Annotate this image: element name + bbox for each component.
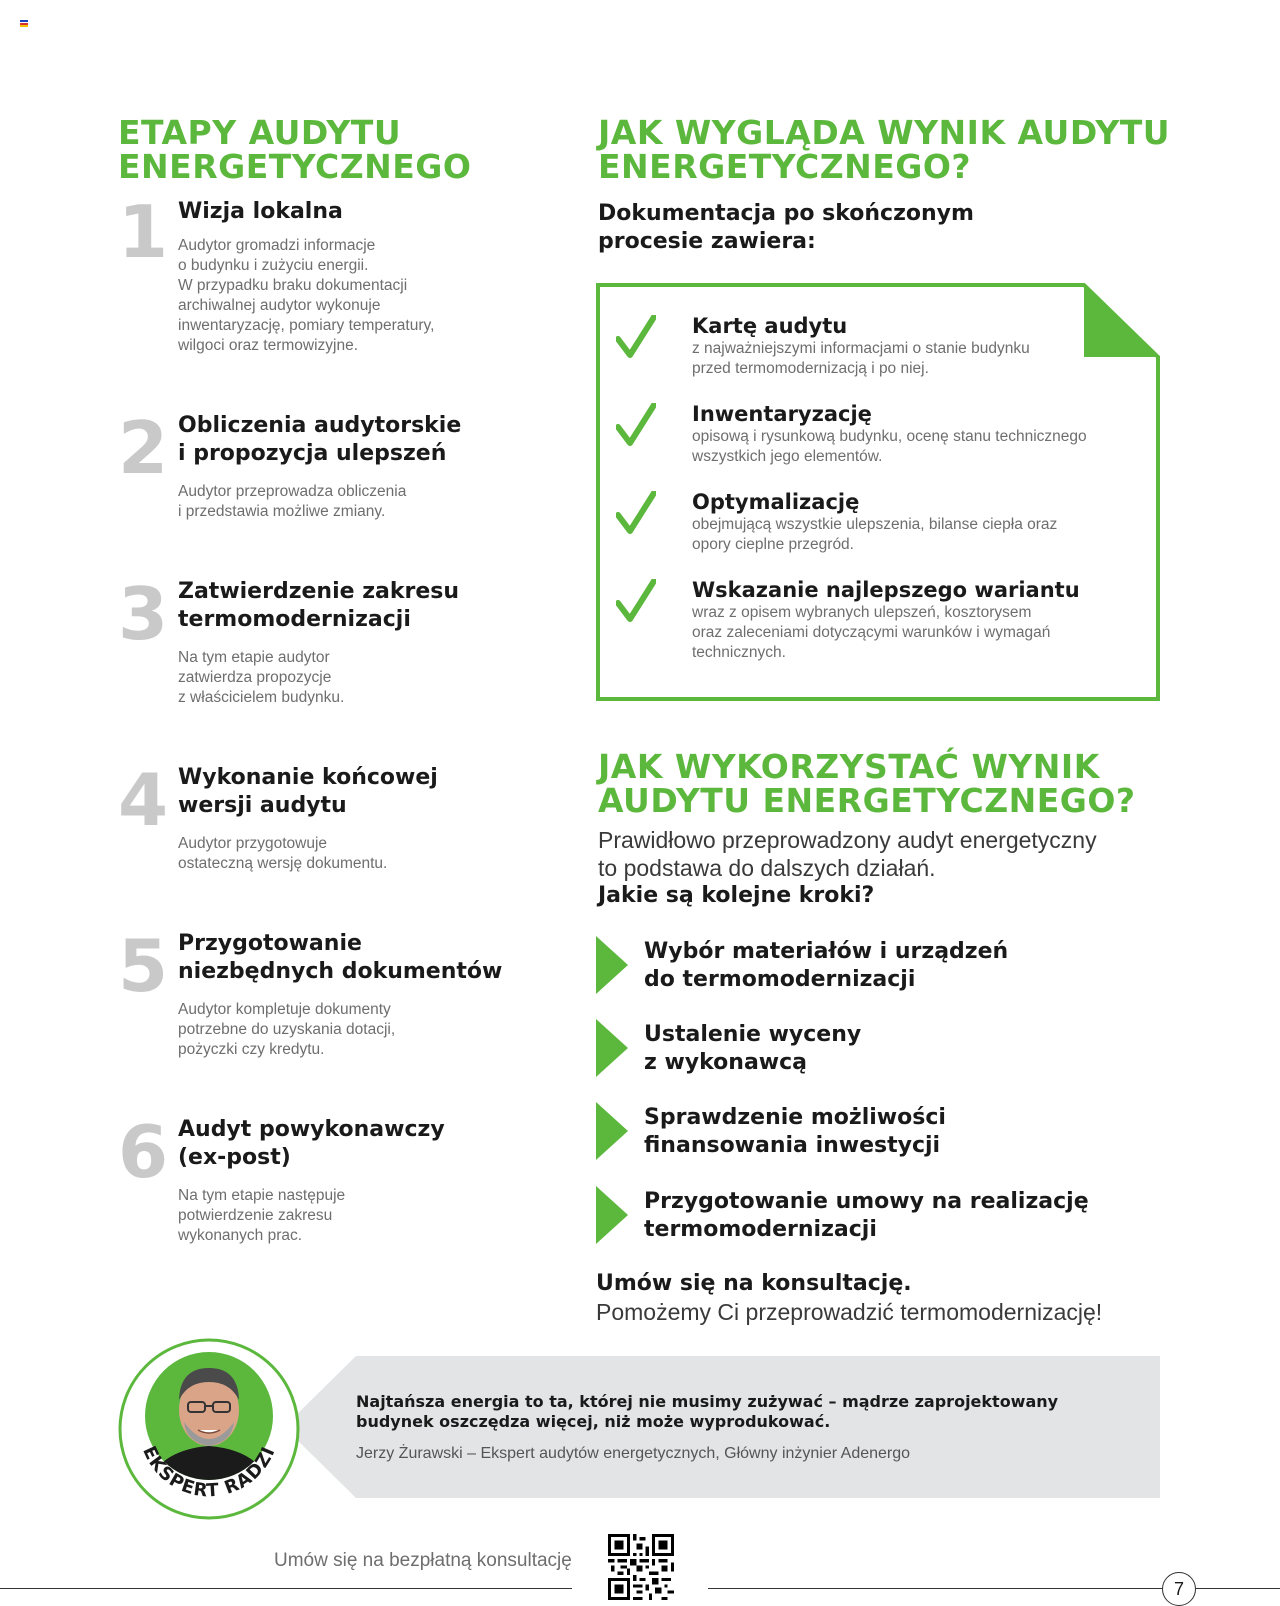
step-description: Audytor kompletuje dokumenty potrzebne do uzyskania dotacji, pożyczki czy kredytu. bbox=[178, 1001, 396, 1058]
doc-item-description: z najważniejszymi informacjami o stanie budynku przed termomodernizacją i po niej. bbox=[692, 340, 1030, 377]
documentation-box bbox=[596, 283, 1160, 701]
step-number: 3 bbox=[118, 572, 169, 656]
usage-step-label: Ustalenie wyceny z wykonawcą bbox=[644, 1022, 862, 1075]
result-intro: Dokumentacja po skończonym procesie zawiera: bbox=[598, 201, 974, 254]
step-title: Przygotowanie niezbędnych dokumentów bbox=[178, 931, 503, 984]
arrow-right-icon bbox=[596, 1019, 628, 1077]
flag-marker bbox=[20, 20, 28, 27]
doc-item-title: Optymalizację bbox=[692, 490, 860, 514]
doc-item-description: wraz z opisem wybranych ulepszeń, kosztorysem oraz zaleceniami dotyczącymi warunków i wymagań technicznych. bbox=[692, 604, 1051, 661]
usage-step-label: Przygotowanie umowy na realizację termomodernizacji bbox=[644, 1189, 1089, 1242]
step-title: Obliczenia audytorskie i propozycja ulepszeń bbox=[178, 413, 462, 466]
expert-author: Jerzy Żurawski – Ekspert audytów energetycznych, Główny inżynier Adenergo bbox=[356, 1445, 911, 1462]
quote-content bbox=[284, 1356, 1160, 1498]
doc-item-title: Wskazanie najlepszego wariantu bbox=[692, 578, 1080, 602]
step-description: Audytor przeprowadza obliczenia i przedstawia możliwe zmiany. bbox=[178, 483, 407, 520]
step-description: Audytor gromadzi informacje o budynku i zużyciu energii. W przypadku braku dokumentacji archiwalnej audytor wykonuje inwentaryzację, pomiary temperatury, wilgoci oraz termowizyjne. bbox=[178, 237, 435, 354]
usage-question: Jakie są kolejne kroki? bbox=[598, 883, 875, 908]
usage-step-2 bbox=[596, 1019, 1156, 1079]
stages-title: ETAPY AUDYTU ENERGETYCZNEGO bbox=[118, 113, 472, 186]
usage-intro: Prawidłowo przeprowadzony audyt energetyczny to podstawa do dalszych działań. bbox=[598, 827, 1097, 881]
footer-line-left bbox=[0, 1588, 572, 1589]
checkmark-icon bbox=[616, 403, 656, 447]
consultation-heading: Umów się na konsultację. bbox=[596, 1271, 912, 1296]
step-number: 1 bbox=[118, 190, 169, 274]
step-number: 4 bbox=[118, 758, 169, 842]
usage-step-label: Wybór materiałów i urządzeń do termomodernizacji bbox=[644, 939, 1009, 992]
doc-item-title: Kartę audytu bbox=[692, 314, 848, 338]
doc-item-title: Inwentaryzację bbox=[692, 402, 872, 426]
step-title: Audyt powykonawczy (ex-post) bbox=[178, 1117, 445, 1170]
footer-consultation-text: Umów się na bezpłatną konsultację bbox=[274, 1550, 572, 1571]
expert-quote: Najtańsza energia to ta, której nie musimy zużywać – mądrze zaprojektowany budynek oszczędza więcej, niż może wyprodukować. bbox=[356, 1392, 1059, 1431]
step-title: Wizja lokalna bbox=[178, 199, 343, 224]
qr-code-icon[interactable] bbox=[608, 1534, 674, 1600]
step-number: 6 bbox=[118, 1110, 169, 1194]
usage-step-label: Sprawdzenie możliwości finansowania inwestycji bbox=[644, 1105, 946, 1158]
step-description: Na tym etapie następuje potwierdzenie zakresu wykonanych prac. bbox=[178, 1187, 346, 1244]
arrow-right-icon bbox=[596, 1102, 628, 1160]
checkmark-icon bbox=[616, 491, 656, 535]
arrow-right-icon bbox=[596, 936, 628, 994]
page-number: 7 bbox=[1162, 1572, 1196, 1606]
usage-step-3 bbox=[596, 1102, 1156, 1162]
checkmark-icon bbox=[616, 315, 656, 359]
step-description: Audytor przygotowuje ostateczną wersję dokumentu. bbox=[178, 835, 388, 872]
step-number: 2 bbox=[118, 406, 169, 490]
checkmark-icon bbox=[616, 579, 656, 623]
result-title: JAK WYGLĄDA WYNIK AUDYTU ENERGETYCZNEGO? bbox=[598, 113, 1171, 186]
usage-step-1 bbox=[596, 936, 1156, 996]
step-title: Zatwierdzenie zakresu termomodernizacji bbox=[178, 579, 460, 632]
step-number: 5 bbox=[118, 924, 169, 1008]
expert-avatar bbox=[118, 1338, 300, 1520]
usage-title: JAK WYKORZYSTAĆ WYNIK AUDYTU ENERGETYCZNEGO? bbox=[598, 747, 1136, 820]
usage-step-4 bbox=[596, 1186, 1156, 1246]
expert-badge: EKSPERT RADZI bbox=[138, 1442, 280, 1502]
arrow-right-icon bbox=[596, 1186, 628, 1244]
consultation-text: Pomożemy Ci przeprowadzić termomodernizację! bbox=[596, 1299, 1103, 1325]
doc-item-description: obejmującą wszystkie ulepszenia, bilanse ciepła oraz opory cieplne przegród. bbox=[692, 516, 1058, 553]
step-description: Na tym etapie audytor zatwierdza propozycje z właścicielem budynku. bbox=[178, 649, 345, 706]
step-title: Wykonanie końcowej wersji audytu bbox=[178, 765, 438, 818]
doc-item-description: opisową i rysunkową budynku, ocenę stanu technicznego wszystkich jego elementów. bbox=[692, 428, 1087, 465]
